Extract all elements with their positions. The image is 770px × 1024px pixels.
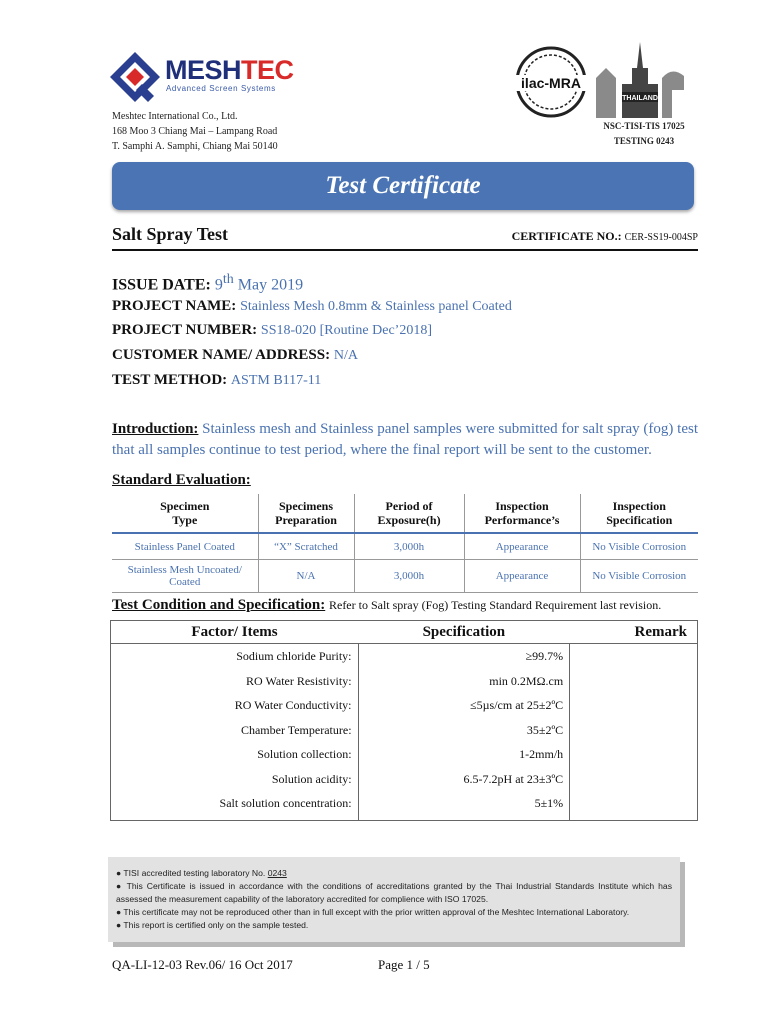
table-cell: Stainless Panel Coated — [112, 533, 258, 560]
header-divider — [112, 249, 698, 251]
footer-document-code: QA-LI-12-03 Rev.06/ 16 Oct 2017 — [112, 957, 293, 972]
table-row — [112, 533, 698, 560]
test-subject: Salt Spray Test — [112, 224, 229, 244]
spec-item: 6.5-7.2pH at 23±3ºC — [463, 771, 564, 786]
spec-item: 35±2ºC — [526, 722, 564, 737]
table-row — [112, 560, 698, 593]
factor-item: RO Water Conductivity: — [234, 698, 352, 712]
meshtec-logo-icon — [108, 50, 162, 104]
note-item: ● This certificate may not be reproduced other than in full except with the prior written approval of the Meshtec International Laboratory. — [116, 907, 630, 917]
test-condition-table — [110, 620, 698, 821]
nac-thailand-logo-icon — [592, 38, 688, 120]
table-cell: No Visible Corrosion — [580, 533, 698, 560]
column-header-factor: Factor/ Items — [111, 621, 359, 644]
spec-item: ≥99.7% — [525, 649, 564, 663]
address-line: Meshtec International Co., Ltd. — [112, 111, 238, 122]
column-header: Inspection Specification — [580, 494, 698, 533]
column-header: Specimens Preparation — [258, 494, 354, 533]
introduction: Introduction: Stainless mesh and Stainless panel samples were submitted for salt spray (fog) test that all samples continue to test period, where the final report will be sent to the customer. — [112, 421, 699, 458]
ilac-text: ilac-MRA — [521, 75, 581, 91]
table-cell: 3,000h — [354, 533, 464, 560]
spec-item: ≤5µs/cm at 25±2ºC — [470, 698, 564, 712]
address-line: 168 Moo 3 Chiang Mai – Lampang Road — [112, 126, 278, 137]
accreditation-testing-number: TESTING 0243 — [613, 136, 675, 146]
brand-name: MESHTEC — [165, 55, 294, 85]
remark-cell — [570, 644, 698, 821]
address-line: T. Samphi A. Samphi, Chiang Mai 50140 — [112, 141, 278, 152]
table-cell: Appearance — [464, 533, 580, 560]
accreditation-standard: NSC-TISI-TIS 17025 — [603, 121, 685, 131]
note-item: ● This report is certified only on the sample tested. — [116, 920, 309, 930]
note-item: ● This Certificate is issued in accordance with the conditions of accreditations granted by the Thai Industrial Standards Institute which has assessed the measurement capability of the laboratory accredited for complience with ISO 17025. — [116, 881, 672, 904]
factor-item: Chamber Temperature: — [240, 722, 352, 737]
table-cell: “X” Scratched — [258, 533, 354, 560]
column-header: Inspection Performance’s — [464, 494, 580, 533]
project-number: PROJECT NUMBER: SS18-020 [Routine Dec’2018] — [112, 322, 432, 338]
column-header-specification: Specification — [358, 621, 570, 644]
table-row — [111, 644, 698, 821]
column-header: Specimen Type — [112, 494, 258, 533]
brand-tagline: Advanced Screen Systems — [166, 84, 276, 93]
factor-item: Salt solution concentration: — [219, 796, 352, 810]
factor-item: Solution collection: — [257, 747, 352, 761]
nac-country-text: THAILAND — [622, 95, 658, 102]
column-header: Period of Exposure(h) — [354, 494, 464, 533]
footer-page-number: Page 1 / 5 — [378, 957, 430, 972]
certificate-number: CERTIFICATE NO.: CER-SS19-004SP — [511, 229, 698, 243]
table-cell: Appearance — [464, 560, 580, 593]
spec-item: 5±1% — [534, 796, 564, 810]
test-condition-heading: Test Condition and Specification: Refer to Salt spray (Fog) Testing Standard Requirement last revision. — [112, 597, 662, 613]
table-cell: Stainless Mesh Uncoated/ Coated — [112, 560, 258, 593]
test-method: TEST METHOD: ASTM B117-11 — [112, 372, 322, 388]
factor-item: RO Water Resistivity: — [246, 673, 352, 688]
table-cell: N/A — [258, 560, 354, 593]
spec-item: min 0.2MΩ.cm — [489, 673, 564, 688]
factor-list — [111, 644, 359, 821]
note-item: ● TISI accredited testing laboratory No. 0243 — [116, 868, 287, 878]
title-banner: Test Certificate — [112, 162, 694, 210]
column-header-remark: Remark — [570, 621, 698, 644]
table-cell: 3,000h — [354, 560, 464, 593]
factor-item: Sodium chloride Purity: — [236, 649, 352, 663]
standard-evaluation-table — [112, 494, 698, 593]
table-cell: No Visible Corrosion — [580, 560, 698, 593]
specification-list — [358, 644, 570, 821]
issue-date: ISSUE DATE: 9th May 2019 — [112, 272, 304, 294]
factor-item: Solution acidity: — [271, 771, 352, 786]
notes-box — [108, 857, 680, 942]
customer-name: CUSTOMER NAME/ ADDRESS: N/A — [112, 347, 358, 363]
project-name: PROJECT NAME: Stainless Mesh 0.8mm & Stainless panel Coated — [112, 298, 512, 314]
spec-item: 1-2mm/h — [519, 747, 564, 761]
ilac-mra-logo-icon — [511, 44, 591, 122]
standard-evaluation-heading: Standard Evaluation: — [112, 472, 251, 488]
